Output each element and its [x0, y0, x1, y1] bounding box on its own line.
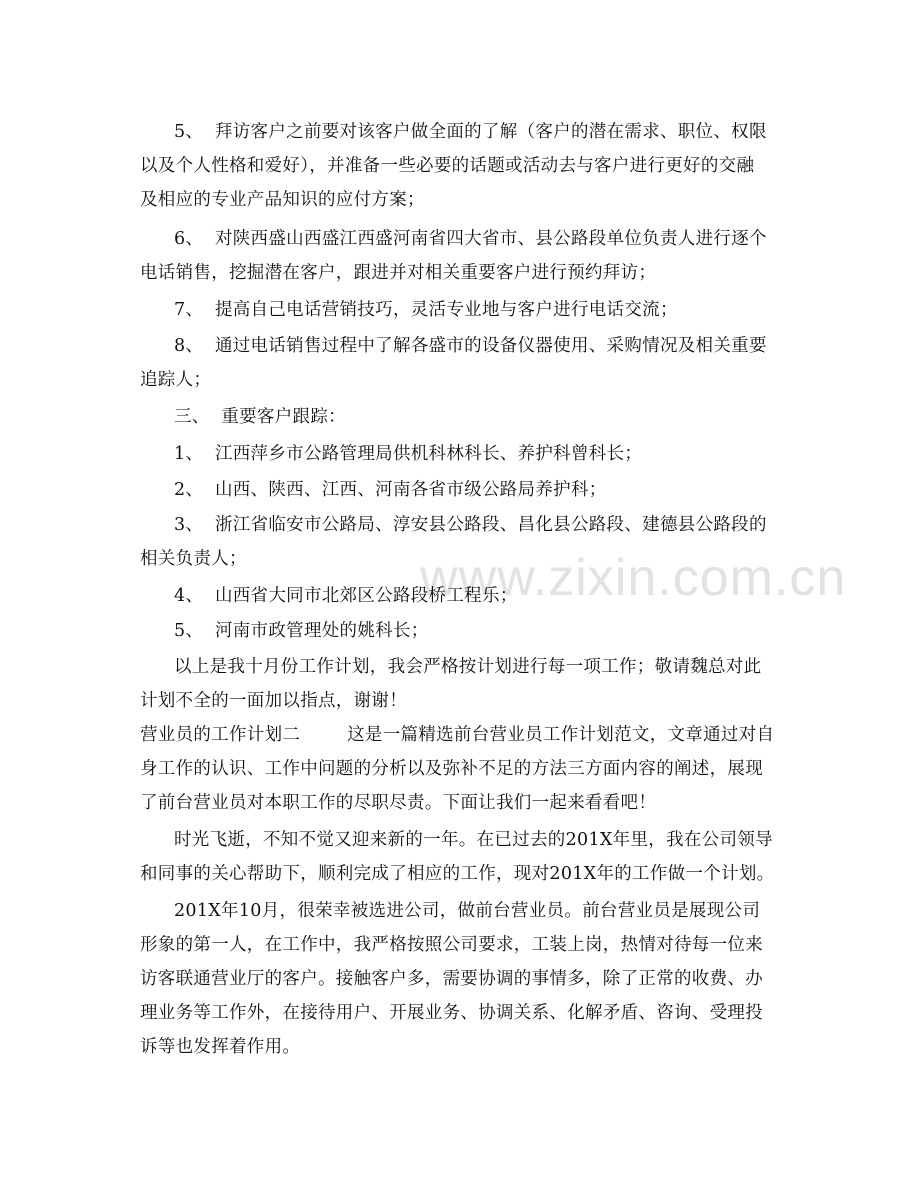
- paragraph-line: 以及个人性格和爱好），并准备一些必要的话题或活动去与客户进行更好的交融: [140, 156, 755, 176]
- list-item: 3、 浙江省临安市公路局、淳安县公路段、昌化县公路段、建德县公路段的: [174, 515, 767, 535]
- paragraph-line: 形象的第一人，在工作中，我严格按照公司要求，工装上岗，热情对待每一位来: [140, 935, 763, 955]
- list-item: 1、 江西萍乡市公路管理局供机科林科长、养护科曾科长；: [174, 444, 643, 464]
- list-item: 4、 山西省大同市北郊区公路段桥工程乐；: [174, 586, 518, 606]
- paragraph-line: 追踪人；: [140, 370, 212, 390]
- paragraph-line: 6、 对陕西盛山西盛江西盛河南省四大省市、县公路段单位负责人进行逐个: [174, 229, 767, 249]
- list-item: 相关负责人；: [140, 549, 247, 569]
- paragraph-line: 8、 通过电话销售过程中了解各盛市的设备仪器使用、采购情况及相关重要: [174, 336, 767, 356]
- paragraph-line: 诉等也发挥着作用。: [140, 1037, 301, 1057]
- paragraph-line: 时光飞逝，不知不觉又迎来新的一年。在已过去的201X年里，我在公司领导: [174, 830, 773, 850]
- list-item: 2、 山西、陕西、江西、河南各省市级公路局养护科；: [174, 480, 607, 500]
- paragraph-line: 201X年10月，很荣幸被选进公司，做前台营业员。前台营业员是展现公司: [174, 901, 761, 921]
- paragraph-line: 电话销售，挖掘潜在客户，跟进并对相关重要客户进行预约拜访；: [140, 263, 657, 283]
- paragraph-line: 和同事的关心帮助下，顺利完成了相应的工作，现对201X年的工作做一个计划。: [140, 864, 775, 884]
- section-heading: 三、 重要客户跟踪：: [174, 407, 346, 427]
- paragraph-line: 了前台营业员对本职工作的尽职尽责。下面让我们一起来看看吧！: [140, 793, 657, 813]
- paragraph-line: 及相应的专业产品知识的应付方案；: [140, 190, 425, 210]
- paragraph-line: 营业员的工作计划二 这是一篇精选前台营业员工作计划范文，文章通过对自: [140, 725, 775, 745]
- paragraph-line: 以上是我十月份工作计划，我会严格按计划进行每一项工作；敬请魏总对此: [174, 657, 762, 677]
- list-item: 5、 河南市政管理处的姚科长；: [174, 621, 429, 641]
- paragraph-line: 访客联通营业厅的客户。接触客户多，需要协调的事情多，除了正常的收费、办: [140, 969, 763, 989]
- paragraph-line: 计划不全的一面加以指点，谢谢！: [140, 691, 407, 711]
- paragraph-line: 7、 提高自己电话营销技巧，灵活专业地与客户进行电话交流；: [174, 300, 678, 320]
- watermark: www.zixin.com.cn: [420, 549, 847, 607]
- paragraph-line: 理业务等工作外，在接待用户、开展业务、协调关系、化解矛盾、咨询、受理投: [140, 1003, 763, 1023]
- paragraph-line: 5、 拜访客户之前要对该客户做全面的了解（客户的潜在需求、职位、权限: [174, 122, 767, 142]
- paragraph-line: 身工作的认识、工作中问题的分析以及弥补不足的方法三方面内容的阐述，展现: [140, 759, 763, 779]
